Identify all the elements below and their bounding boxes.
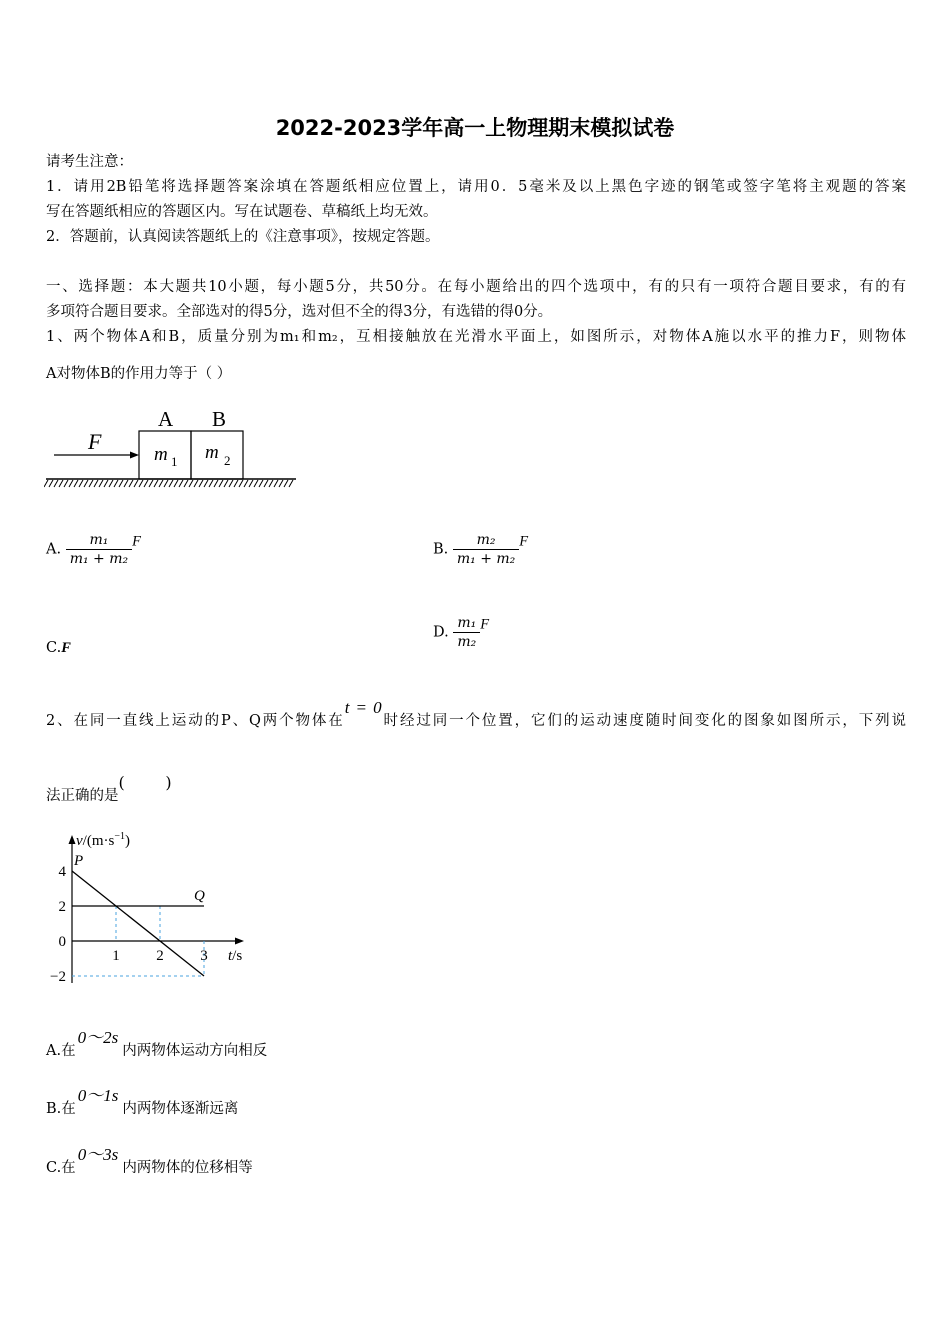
q1-option-b-fraction	[453, 532, 519, 567]
hatch-mark	[149, 480, 153, 487]
question-2-stem-post: 时经过同一个位置，它们的运动速度随时间变化的图象如图所示，下列说	[381, 713, 906, 729]
q2-option-c-label: C.在	[46, 1160, 76, 1176]
hatch-mark	[79, 480, 83, 487]
y-axis-label-v: v	[76, 833, 83, 849]
hatch-mark	[199, 480, 203, 487]
hatch-mark	[99, 480, 103, 487]
hatch-mark	[159, 480, 163, 487]
force-label: F	[88, 429, 102, 454]
label-b: B	[212, 407, 227, 431]
q1-option-c-label: C.	[46, 640, 62, 656]
y-tick-label: −2	[50, 969, 66, 985]
notice-item-2: 2．答题前，认真阅读答题纸上的《注意事项》，按规定答题。	[46, 229, 440, 245]
q1-option-a-tail: F	[132, 533, 141, 550]
q2-option-a[interactable]	[46, 1028, 268, 1060]
hatch-mark	[154, 480, 158, 487]
hatch-mark	[254, 480, 258, 487]
hatch-mark	[164, 480, 168, 487]
mass-1-sub: 1	[171, 454, 178, 469]
q1-option-a-den: m₁ + m₂	[69, 551, 129, 567]
q1-option-a-fraction	[66, 532, 132, 567]
question-2-paren: ( )	[118, 773, 172, 792]
section-1-heading-cont: 多项符合题目要求。全部选对的得5分，选对但不全的得3分，有选错的得0分。	[46, 304, 553, 320]
q2-option-b-math: 0～1s	[77, 1086, 119, 1105]
question-2-stem-pre: 2、在同一直线上运动的P、Q两个物体在	[46, 713, 345, 729]
q1-option-d-den: m₂	[457, 634, 477, 650]
hatch-mark	[119, 480, 123, 487]
q1-option-b-den: m₁ + m₂	[456, 551, 516, 567]
notice-item-1: 1．请用2B铅笔将选择题答案涂填在答题纸相应位置上，请用0．5毫米及以上黑色字迹的钢笔或签字笔将主观题的答案	[46, 179, 906, 195]
ground-hatching	[44, 479, 296, 487]
hatch-mark	[84, 480, 88, 487]
mass-1-label: m	[154, 444, 168, 465]
series-line-p	[72, 871, 204, 976]
blocks-figure	[44, 403, 300, 495]
velocity-time-graph	[40, 823, 260, 993]
hatch-mark	[289, 480, 293, 487]
q1-option-c-text: F	[61, 640, 71, 656]
force-arrow-head	[130, 452, 139, 459]
hatch-mark	[129, 480, 133, 487]
x-axis-label: t/s	[228, 948, 243, 964]
mass-2-sub: 2	[224, 453, 231, 468]
hatch-mark	[229, 480, 233, 487]
q1-option-b-label: B.	[433, 541, 449, 558]
hatch-mark	[264, 480, 268, 487]
hatch-mark	[49, 480, 53, 487]
question-1-stem: 1、两个物体A和B，质量分别为m₁和m₂，互相接触放在光滑水平面上，如图所示，对物体A施以水平的推力F，则物体	[46, 329, 906, 345]
y-tick-label: 2	[58, 899, 66, 915]
hatch-mark	[69, 480, 73, 487]
y-axis-label	[76, 831, 130, 849]
x-tick-label: 3	[200, 948, 208, 964]
q1-option-a-label: A.	[46, 541, 62, 558]
notice-item-1-cont: 写在答题纸相应的答题区内。写在试题卷、草稿纸上均无效。	[46, 204, 438, 220]
question-2-stem	[46, 698, 906, 731]
hatch-mark	[124, 480, 128, 487]
question-2-t-equals: t = 0	[344, 698, 382, 717]
hatch-mark	[144, 480, 148, 487]
x-tick-label: 1	[112, 948, 120, 964]
q1-option-c[interactable]	[46, 640, 71, 657]
hatch-mark	[244, 480, 248, 487]
series-label-q: Q	[194, 888, 205, 904]
hatch-mark	[139, 480, 143, 487]
y-axis-label-close: )	[124, 833, 130, 849]
mass-2-label: m	[205, 442, 219, 463]
q1-option-d[interactable]	[433, 615, 489, 650]
q2-option-b-label: B.在	[46, 1101, 76, 1117]
q1-option-a[interactable]	[46, 532, 141, 567]
section-1-heading: 一、选择题：本大题共10小题，每小题5分，共50分。在每小题给出的四个选项中，有的只有一项符合题目要求，有的有	[46, 279, 906, 295]
question-1-stem-cont: A对物体B的作用力等于（ ）	[46, 366, 232, 382]
q2-option-c[interactable]	[46, 1145, 253, 1177]
question-2-stem-cont	[46, 773, 906, 806]
q1-option-b-num: m₂	[453, 532, 519, 550]
q2-option-c-text: 内两物体的位移相等	[122, 1160, 253, 1176]
y-axis-label-unit: /(m·s	[82, 833, 115, 849]
hatch-mark	[214, 480, 218, 487]
x-axis-arrow	[235, 938, 244, 945]
q2-option-a-label: A.在	[46, 1043, 76, 1059]
hatch-mark	[169, 480, 173, 487]
hatch-mark	[204, 480, 208, 487]
hatch-mark	[234, 480, 238, 487]
hatch-mark	[224, 480, 228, 487]
q1-option-b[interactable]	[433, 532, 528, 567]
hatch-mark	[64, 480, 68, 487]
hatch-mark	[74, 480, 78, 487]
hatch-mark	[279, 480, 283, 487]
q2-option-b[interactable]	[46, 1086, 239, 1118]
question-2-stem-line2: 法正确的是	[46, 788, 119, 804]
hatch-mark	[94, 480, 98, 487]
hatch-mark	[269, 480, 273, 487]
hatch-mark	[274, 480, 278, 487]
hatch-mark	[114, 480, 118, 487]
hatch-mark	[104, 480, 108, 487]
q1-option-b-tail: F	[519, 533, 529, 550]
q1-option-d-num: m₁	[453, 615, 480, 633]
hatch-mark	[109, 480, 113, 487]
series-label-p: P	[74, 853, 84, 869]
hatch-mark	[44, 480, 48, 487]
q2-option-a-math: 0～2s	[77, 1028, 119, 1047]
q1-option-a-num: m₁	[66, 532, 132, 550]
q1-option-d-label: D.	[433, 624, 449, 641]
hatch-mark	[239, 480, 243, 487]
y-axis-label-sup: −1	[114, 831, 125, 842]
hatch-mark	[59, 480, 63, 487]
y-axis-arrow	[69, 835, 76, 844]
hatch-mark	[179, 480, 183, 487]
hatch-mark	[284, 480, 288, 487]
hatch-mark	[89, 480, 93, 487]
q2-option-c-math: 0～3s	[77, 1145, 119, 1164]
hatch-mark	[194, 480, 198, 487]
q2-option-b-text: 内两物体逐渐远离	[122, 1101, 239, 1117]
hatch-mark	[209, 480, 213, 487]
hatch-mark	[134, 480, 138, 487]
y-tick-label: 0	[58, 934, 66, 950]
q2-option-a-text: 内两物体运动方向相反	[122, 1043, 268, 1059]
q1-option-d-tail: F	[480, 616, 490, 633]
hatch-mark	[184, 480, 188, 487]
hatch-mark	[189, 480, 193, 487]
hatch-mark	[54, 480, 58, 487]
hatch-mark	[259, 480, 263, 487]
hatch-mark	[219, 480, 223, 487]
page-title: 2022-2023学年高一上物理期末模拟试卷	[275, 116, 675, 140]
notice-heading: 请考生注意：	[46, 154, 133, 170]
y-tick-label: 4	[58, 864, 66, 880]
label-a: A	[158, 407, 174, 431]
hatch-mark	[174, 480, 178, 487]
x-tick-label: 2	[156, 948, 164, 964]
hatch-mark	[249, 480, 253, 487]
q1-option-d-fraction	[453, 615, 480, 650]
